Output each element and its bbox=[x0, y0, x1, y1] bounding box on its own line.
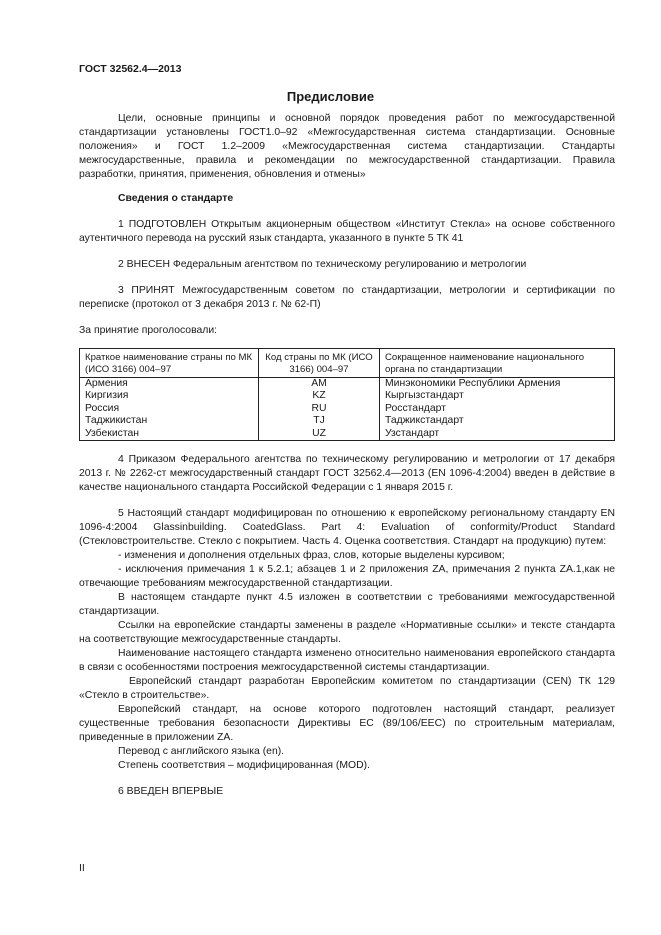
item-3: 3 ПРИНЯТ Межгосударственным советом по стандартизации, метрологии и сертификации по переписке (протокол от 3 декабря 2013 г. № 62-П) bbox=[79, 285, 615, 310]
paragraph-directive: Европейский стандарт, на основе которого подготовлен настоящий стандарт, реализует существенные требования безопасности Директивы ЕС (89/106/EEC) по строительным материалам, приведенные в приложении ZA. bbox=[79, 704, 615, 744]
table-row bbox=[80, 403, 615, 415]
cell-body: Росстандарт bbox=[380, 403, 615, 415]
item-1: 1 ПОДГОТОВЛЕН Открытым акционерным обществом «Институт Стекла» на основе собственного аутентичного перевода на русский язык стандарта, указанного в пункте 5 ТК 41 bbox=[79, 219, 615, 244]
page-title: Предисловие bbox=[286, 89, 375, 104]
table-row bbox=[80, 390, 615, 402]
paragraph-cen-committee: Европейский стандарт разработан Европейским комитетом по стандартизации (CEN) ТК 129 «Стекло в строительстве». bbox=[79, 676, 615, 702]
cell-code: RU bbox=[259, 403, 380, 415]
item-6: 6 ВВЕДЕН ВПЕРВЫЕ bbox=[118, 786, 224, 798]
paragraph-clause-4-5: В настоящем стандарте пункт 4.5 изложен в соответствии с требованиями межгосударственной стандартизации. bbox=[79, 592, 615, 618]
table-header-country: Краткое наименование страны по МК (ИСО 3166) 004–97 bbox=[80, 349, 259, 378]
document-header: ГОСТ 32562.4—2013 bbox=[79, 63, 182, 75]
table-row bbox=[80, 415, 615, 427]
item-2: 2 ВНЕСЕН Федеральным агентством по техническому регулированию и метрологии bbox=[118, 259, 527, 270]
cell-country: Россия bbox=[80, 403, 259, 415]
item-5: 5 Настоящий стандарт модифицирован по отношению к европейскому региональному стандарту EN 1096-4:2004 Glassinbuilding. CoatedGlass. Part 4: Evaluation of conformity/Product Standard (Стекловстроительстве. Стекло с покрытием. Часть 4. Оценка соответствия. Стандарт на продукцию) путем: bbox=[79, 508, 615, 548]
table-row bbox=[80, 378, 615, 391]
cell-body: Таджикстандарт bbox=[380, 415, 615, 427]
table-header-row bbox=[80, 349, 615, 378]
list-item: - изменения и дополнения отдельных фраз, слов, которые выделены курсивом; bbox=[118, 550, 505, 562]
intro-paragraph: Цели, основные принципы и основной порядок проведения работ по межгосударственной стандартизации установлены ГОСТ1.0–92 «Межгосударственная система стандартизации. Основные положения» и ГОСТ 1.2–2009 «Межгосударственная система стандартизации. Стандарты межгосударственные, правила и рекомендации по межгосударственной стандартизации. Правила разработки, принятия, применения, обновления и отмены» bbox=[79, 113, 615, 180]
cell-body: Минэкономики Республики Армения bbox=[380, 378, 615, 391]
paragraph-references: Ссылки на европейские стандарты заменены в разделе «Нормативные ссылки» и тексте стандарта на соответствующие межгосударственные стандарты. bbox=[79, 620, 615, 646]
cell-body: Узстандарт bbox=[380, 428, 615, 441]
cell-code: KZ bbox=[259, 390, 380, 402]
page-number: II bbox=[79, 862, 85, 874]
table-header-body: Сокращенное наименование национального органа по стандартизации bbox=[380, 349, 615, 378]
cell-country: Киргизия bbox=[80, 390, 259, 402]
cell-code: UZ bbox=[259, 428, 380, 441]
member-states-table bbox=[79, 348, 615, 441]
paragraph-translation: Перевод с английского языка (en). bbox=[118, 746, 285, 758]
table-row bbox=[80, 428, 615, 441]
voted-label: За принятие проголосовали: bbox=[79, 325, 218, 336]
paragraph-title-change: Наименование настоящего стандарта изменено относительно наименования европейского стандарта в связи с особенностями построения межгосударственной системы стандартизации. bbox=[79, 648, 615, 674]
section-heading: Сведения о стандарте bbox=[118, 193, 234, 204]
cell-body: Кыргызстандарт bbox=[380, 390, 615, 402]
cell-country: Армения bbox=[80, 378, 259, 391]
cell-code: TJ bbox=[259, 415, 380, 427]
table-header-code: Код страны по МК (ИСО 3166) 004–97 bbox=[259, 349, 380, 378]
document-body bbox=[79, 112, 615, 799]
cell-country: Таджикистан bbox=[80, 415, 259, 427]
cell-code: AM bbox=[259, 378, 380, 391]
item-4: 4 Приказом Федерального агентства по техническому регулированию и метрологии от 17 декабря 2013 г. № 2262-ст межгосударственный стандарт ГОСТ 32562.4—2013 (EN 1096-4:2004) введен в действие в качестве национального стандарта Российской Федерации с 1 января 2015 г. bbox=[79, 454, 615, 494]
list-item: - исключения примечания 1 к 5.2.1; абзацев 1 и 2 приложения ZA, примечания 2 пункта ZA.1,как не отвечающие требованиям межгосударственной стандартизации. bbox=[79, 564, 615, 590]
paragraph-degree: Степень соответствия – модифицированная (MOD). bbox=[118, 760, 370, 772]
cell-country: Узбекистан bbox=[80, 428, 259, 441]
